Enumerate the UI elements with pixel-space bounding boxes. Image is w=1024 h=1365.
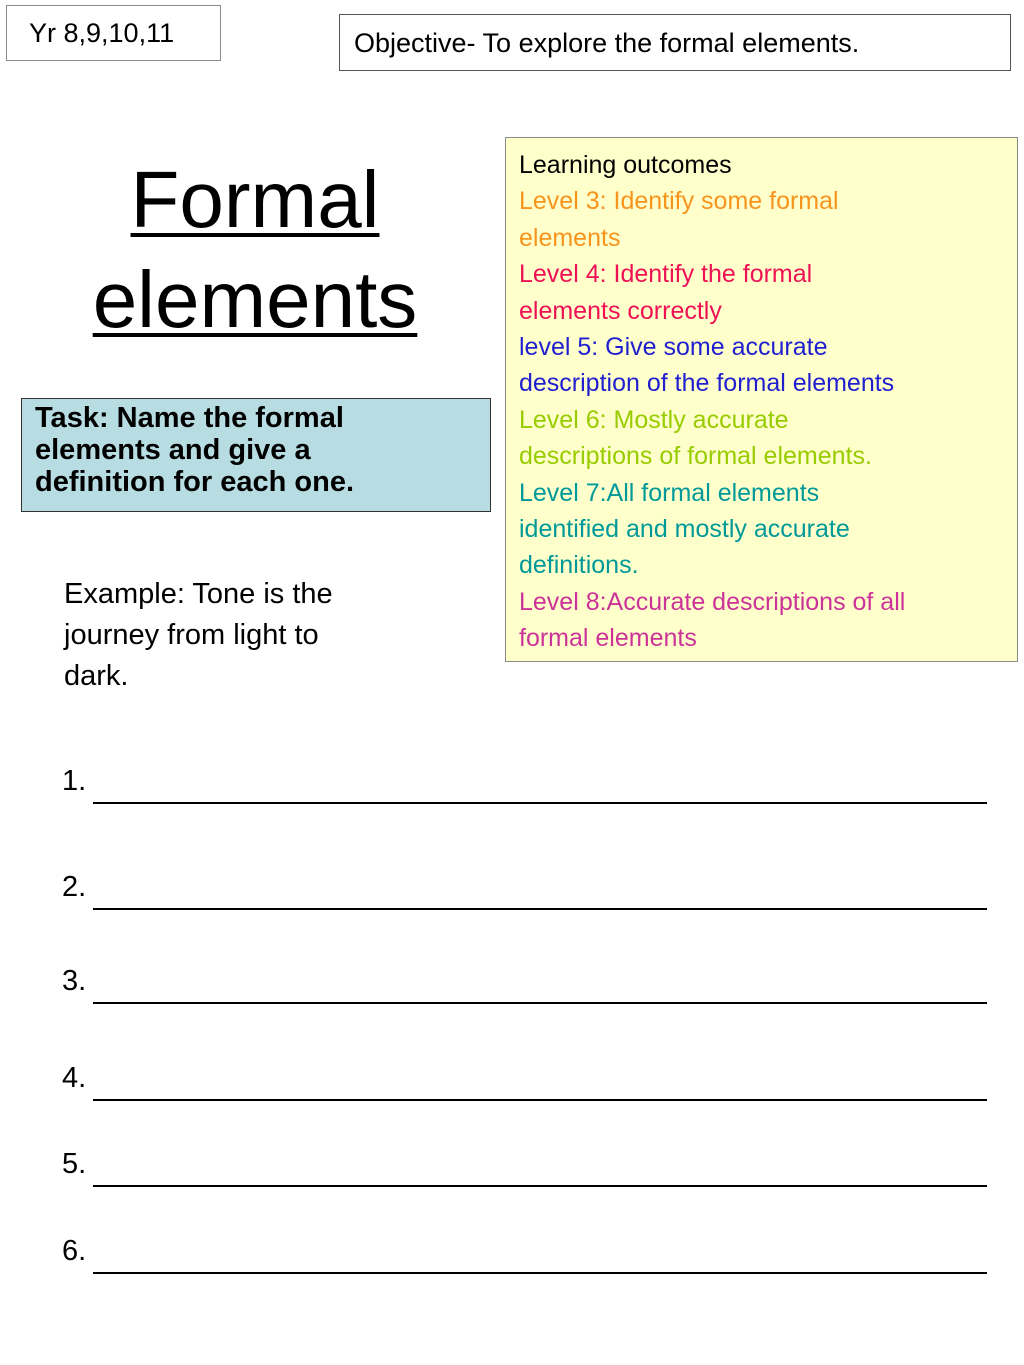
task-line: elements and give a bbox=[35, 434, 311, 466]
example-line: Example: Tone is the bbox=[64, 578, 333, 610]
objective-box bbox=[339, 14, 1011, 71]
outcome-level-line: Level 6: Mostly accurate bbox=[519, 405, 789, 434]
learning-outcomes-levels bbox=[519, 183, 1005, 656]
outcome-level-line: definitions. bbox=[519, 551, 639, 580]
outcome-level-line: Level 3: Identify some formal bbox=[519, 187, 839, 216]
learning-outcomes-box bbox=[505, 137, 1018, 662]
answer-line-3[interactable] bbox=[62, 964, 987, 1004]
outcome-level-line: formal elements bbox=[519, 624, 697, 653]
answer-blank[interactable] bbox=[93, 1099, 987, 1101]
example-line: dark. bbox=[64, 660, 129, 692]
task-line: Task: Name the formal bbox=[35, 402, 344, 434]
outcome-level-line: elements correctly bbox=[519, 296, 722, 325]
answer-number: 5. bbox=[62, 1148, 87, 1180]
answer-number: 2. bbox=[62, 871, 87, 903]
outcome-level-line: description of the formal elements bbox=[519, 369, 895, 398]
example-line: journey from light to bbox=[64, 619, 319, 651]
answer-line-5[interactable] bbox=[62, 1147, 987, 1187]
answer-line-4[interactable] bbox=[62, 1061, 987, 1101]
answer-number: 4. bbox=[62, 1062, 87, 1094]
year-group-text: Yr 8,9,10,11 bbox=[29, 18, 175, 48]
page-title bbox=[20, 150, 490, 350]
learning-outcomes-heading: Learning outcomes bbox=[519, 151, 732, 179]
answer-blank[interactable] bbox=[93, 1185, 987, 1187]
task-box bbox=[21, 398, 491, 512]
year-group-label bbox=[6, 5, 221, 61]
objective-text: Objective- To explore the formal elements. bbox=[354, 28, 860, 58]
answer-number: 1. bbox=[62, 765, 87, 797]
answer-blank[interactable] bbox=[93, 802, 987, 804]
answer-blank[interactable] bbox=[93, 1272, 987, 1274]
outcome-level-line: level 5: Give some accurate bbox=[519, 333, 828, 362]
answer-blank[interactable] bbox=[93, 908, 987, 910]
outcome-level-line: Level 4: Identify the formal bbox=[519, 260, 813, 289]
task-line: definition for each one. bbox=[35, 466, 355, 498]
answer-line-6[interactable] bbox=[62, 1234, 987, 1274]
example-text bbox=[64, 574, 404, 697]
title-line-2: elements bbox=[92, 255, 418, 344]
answer-number: 6. bbox=[62, 1235, 87, 1267]
outcome-level-line: descriptions of formal elements. bbox=[519, 442, 872, 471]
answer-line-1[interactable] bbox=[62, 764, 987, 804]
title-line-1: Formal bbox=[130, 155, 380, 244]
outcome-level-line: Level 7:All formal elements bbox=[519, 478, 820, 507]
outcome-level-line: identified and mostly accurate bbox=[519, 515, 850, 544]
answer-line-2[interactable] bbox=[62, 870, 987, 910]
answer-blank[interactable] bbox=[93, 1002, 987, 1004]
outcome-level-line: Level 8:Accurate descriptions of all bbox=[519, 587, 906, 616]
outcome-level-line: elements bbox=[519, 223, 621, 252]
answer-number: 3. bbox=[62, 965, 87, 997]
